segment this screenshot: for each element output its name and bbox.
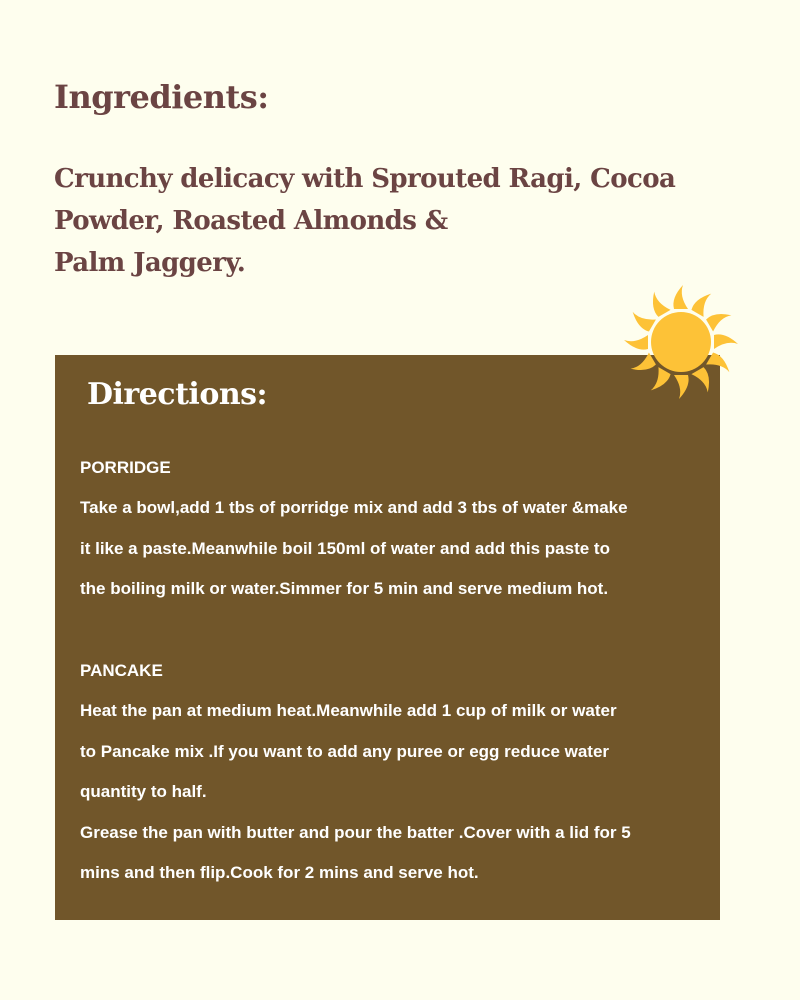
- sun-icon: [622, 283, 740, 401]
- sun-ray: [691, 289, 716, 317]
- ingredients-heading: Ingredients:: [54, 78, 269, 116]
- directions-heading: Directions:: [87, 377, 268, 412]
- sun-ray: [674, 375, 689, 399]
- directions-panel: [55, 355, 720, 920]
- sun-ray: [628, 307, 656, 332]
- sun-ray: [646, 289, 671, 317]
- ingredients-line: Powder, Roasted Almonds &: [54, 206, 448, 236]
- sun-ray: [714, 334, 738, 349]
- sun-ray: [624, 335, 648, 350]
- porridge-line: the boiling milk or water.Simmer for 5 min and serve medium hot.: [80, 579, 609, 598]
- pancake-line: Grease the pan with butter and pour the batter .Cover with a lid for 5: [80, 822, 631, 842]
- porridge-title: PORRIDGE: [80, 458, 171, 477]
- sun-core: [651, 312, 711, 372]
- pancake-line: mins and then flip.Cook for 2 mins and serve hot.: [80, 863, 479, 882]
- pancake-title: PANCAKE: [80, 661, 163, 680]
- porridge-instructions: [80, 488, 710, 610]
- sun-ray: [628, 352, 656, 377]
- sun-ray: [691, 367, 716, 395]
- ingredients-line: Palm Jaggery.: [54, 248, 246, 278]
- pancake-line: quantity to half.: [80, 782, 207, 801]
- sun-ray: [646, 367, 671, 395]
- pancake-instructions: [80, 691, 710, 894]
- porridge-line: Take a bowl,add 1 tbs of porridge mix and add 3 tbs of water &make: [80, 498, 628, 517]
- sun-ray: [706, 352, 734, 377]
- pancake-line: Heat the pan at medium heat.Meanwhile add 1 cup of milk or water: [80, 701, 617, 720]
- porridge-line: it like a paste.Meanwhile boil 150ml of water and add this paste to: [80, 538, 610, 558]
- ingredients-line: Crunchy delicacy with Sprouted Ragi, Cocoa: [54, 164, 676, 194]
- sun-ray: [673, 285, 688, 309]
- ingredients-text: [54, 158, 676, 284]
- pancake-line: to Pancake mix .If you want to add any puree or egg reduce water: [80, 741, 610, 761]
- sun-ray: [706, 307, 734, 332]
